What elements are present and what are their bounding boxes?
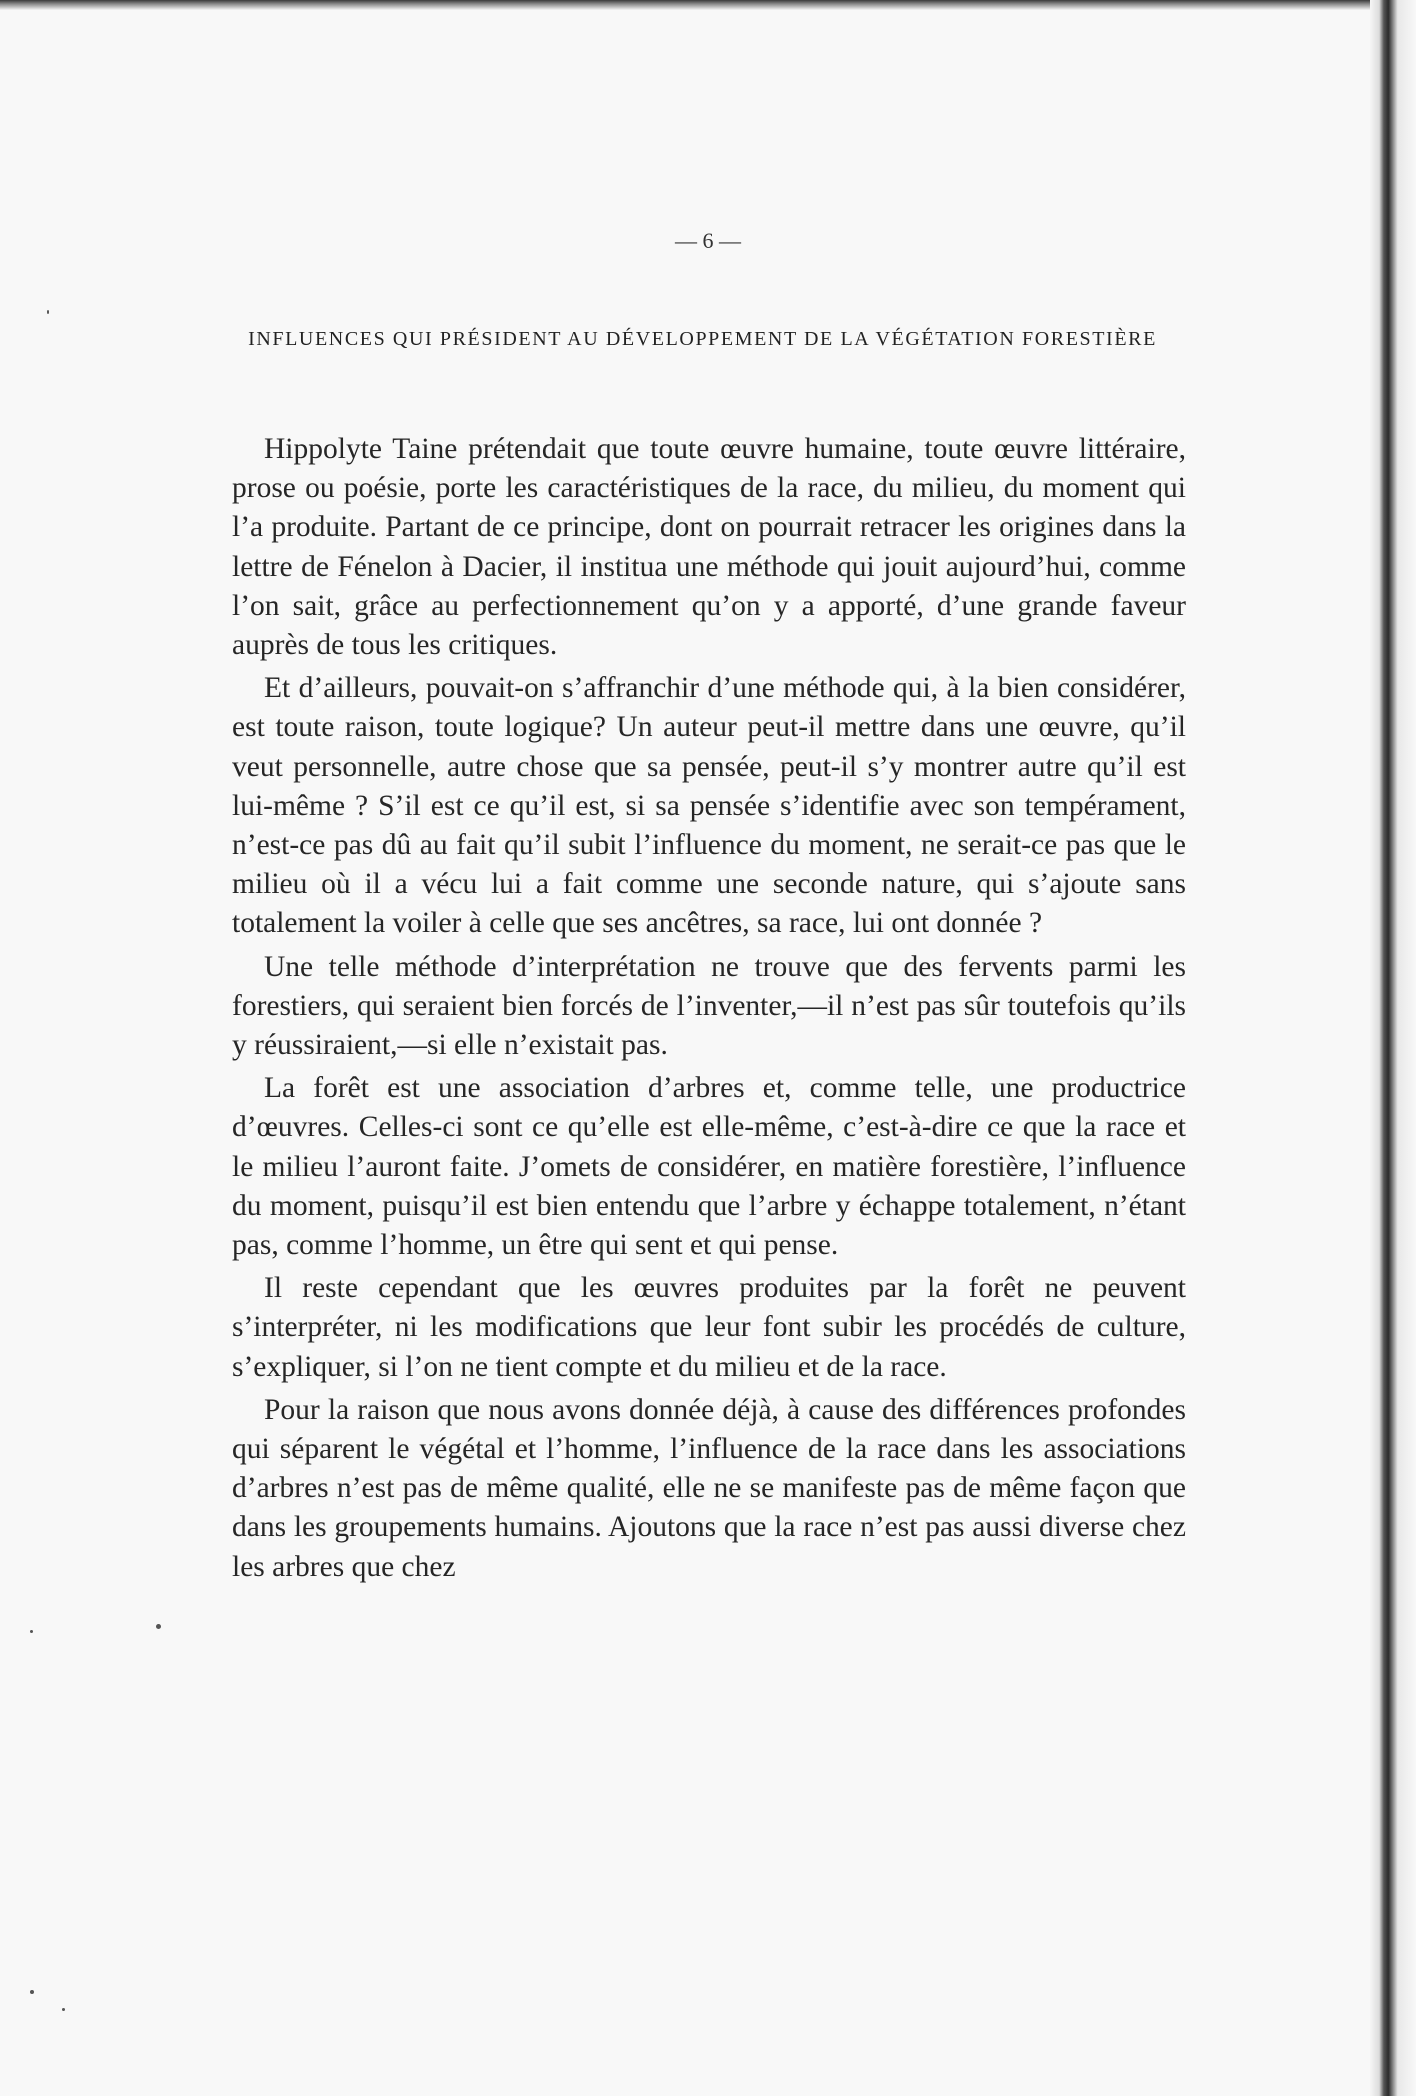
scan-right-edge bbox=[1370, 0, 1416, 2096]
scan-speck bbox=[156, 1624, 161, 1629]
paragraph-4: La forêt est une association d’arbres et, comme telle, une productrice d’œuvres. Celles-ci sont ce qu’elle est elle-même, c’est-à-dire ce que la race et le milieu l’auront faite. J’omets de considérer, en matière forestière, l’influence du moment, puisqu’il est bien entendu que l’arbre y échappe totalement, n’étant pas, comme l’homme, un être qui sent et qui pense. bbox=[232, 1072, 1186, 1262]
page-number: — 6 — bbox=[675, 228, 741, 253]
scan-speck bbox=[30, 1990, 34, 1994]
paragraph-1: Hippolyte Taine prétendait que toute œuvre humaine, toute œuvre littéraire, prose ou poésie, porte les caractéristiques de la race, du milieu, du moment qui l’a produite. Partant de ce principe, dont on pourrait retracer les origines dans la lettre de Fénelon à Dacier, il institua une méthode qui jouit aujourd’hui, comme l’on sait, grâce au perfectionnement qu’on y a apporté, d’une grande faveur auprès de tous les critiques. bbox=[232, 433, 1186, 662]
paragraph-5: Il reste cependant que les œuvres produites par la forêt ne peuvent s’interpréter, ni les modifications que leur font subir les procédés de culture, s’expliquer, si l’on ne tient compte et du milieu et de la race. bbox=[232, 1272, 1186, 1383]
paragraph-6: Pour la raison que nous avons donnée déjà, à cause des différences profondes qui séparent le végétal et l’homme, l’influence de la race dans les associations d’arbres n’est pas de même qualité, elle ne se manifeste pas de même façon que dans les groupements humains. Ajoutons que la race n’est pas aussi diverse chez les arbres que chez bbox=[232, 1393, 1186, 1583]
chapter-title: INFLUENCES QUI PRÉSIDENT AU DÉVELOPPEMENT DE LA VÉGÉTATION FORESTIÈRE bbox=[248, 328, 1157, 350]
paragraph-2: Et d’ailleurs, pouvait-on s’affranchir d’une méthode qui, à la bien considérer, est toute raison, toute logique? Un auteur peut-il mettre dans une œuvre, qu’il veut personnelle, autre chose que sa pensée, peut-il s’y montrer autre qu’il est lui-même ? S’il est ce qu’il est, si sa pensée s’identifie avec son tempérament, n’est-ce pas dû au fait qu’il subit l’influence du moment, ne serait-ce pas que le milieu où il a vécu lui a fait comme une seconde nature, qui s’ajoute sans totalement la voiler à celle que ses ancêtres, sa race, lui ont donnée ? bbox=[232, 672, 1186, 940]
scan-speck bbox=[62, 2008, 65, 2011]
body-text bbox=[232, 430, 1186, 1591]
scan-top-edge bbox=[0, 0, 1416, 10]
scan-speck bbox=[30, 1630, 33, 1633]
paragraph-3: Une telle méthode d’interprétation ne trouve que des fervents parmi les forestiers, qui seraient bien forcés de l’inventer,—il n’est pas sûr toutefois qu’ils y réussiraient,—si elle n’existait pas. bbox=[232, 950, 1186, 1062]
scan-speck bbox=[47, 310, 49, 314]
